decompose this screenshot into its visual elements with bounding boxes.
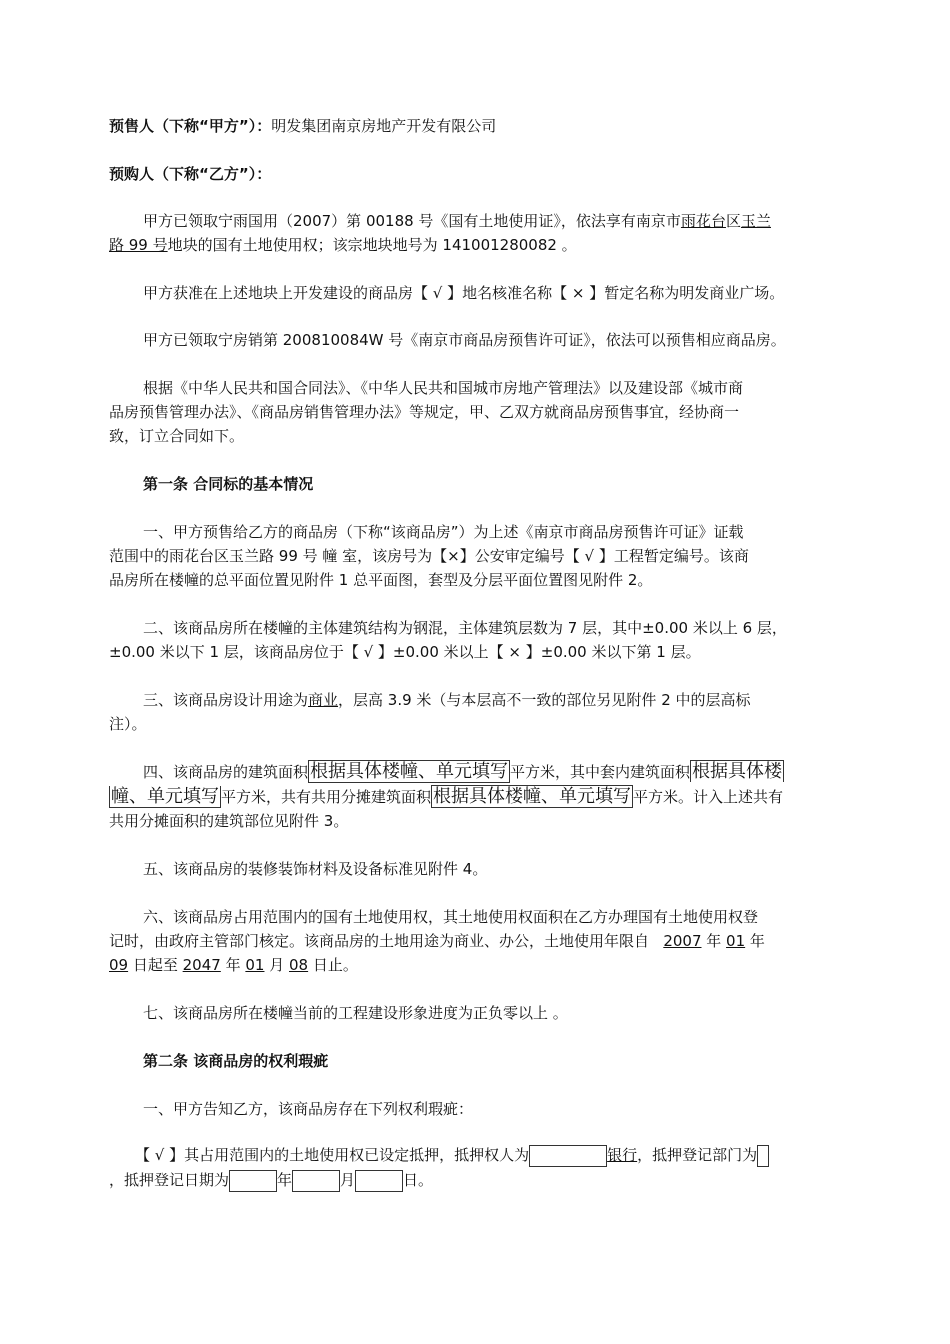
mortgagee-field[interactable] [529,1145,607,1167]
a1-item1-line2: 范围中的雨花台区玉兰路 99 号 幢 室，该房号为【×】公安审定编号【 √ 】工程暂定编号。该商 [109,547,749,565]
building-area-field: 根据具体楼幢、单元填写 [310,761,509,782]
a2-mortgage-line2: ，抵押登记日期为 年 月 日。 [109,1168,839,1192]
article2-title: 第二条 该商品房的权利瑕疵 [143,1052,329,1070]
a1-item1-line1: 一、甲方预售给乙方的商品房（下称“该商品房”）为上述《南京市商品房预售许可证》证载 [143,523,744,541]
a1-item4-line3: 共用分摊面积的建筑部位见附件 3。 [109,812,349,830]
road-value-2: 路 99 号 [109,236,168,254]
inner-area-field-cont: 幢、单元填写 [111,786,219,807]
a1-item6-line1: 六、该商品房占用范围内的国有土地使用权，其土地使用权面积在乙方办理国有土地使用权登 [143,908,759,926]
a2-mortgage-line1: 【 √ 】其占用范围内的土地使用权已设定抵押，抵押权人为 银行，抵押登记部门为 [109,1143,865,1167]
use-value: 商业 [308,691,339,709]
seller-line [109,114,839,138]
a1-item2-line1: 二、该商品房所在楼幢的主体建筑结构为钢混，主体建筑层数为 7 层，其中±0.00 米以上 6 层， [143,619,787,637]
a2-item1: 一、甲方告知乙方，该商品房存在下列权利瑕疵： [143,1100,474,1118]
intro-p1-line1: 甲方已领取宁雨国用（2007）第 00188 号《国有土地使用证》，依法享有南京市雨花台区玉兰 [143,212,771,230]
a1-item4-line1: 四、该商品房的建筑面积 根据具体楼幢、单元填写 平方米，其中套内建筑面积 根据具体楼 [143,761,783,782]
a1-item5: 五、该商品房的装修装饰材料及设备标准见附件 4。 [143,860,488,878]
start-year: 2007 [663,932,702,950]
a1-item2-line2: ±0.00 米以下 1 层，该商品房位于【 √ 】±0.00 米以上【 × 】±0.00 米以下第 1 层。 [109,643,701,661]
reg-day-field[interactable] [355,1170,403,1192]
intro-p1-line2: 路 99 号地块的国有土地使用权；该宗地块地号为 141001280082 。 [109,236,577,254]
end-month: 01 [245,956,265,974]
a1-item4-line2: 幢、单元填写 平方米，共有共用分摊建筑面积 根据具体楼幢、单元填写 平方米。计入上述共有 [111,786,784,807]
district-value: 雨花台 [680,212,726,230]
article1-title: 第一条 合同标的基本情况 [143,475,314,493]
intro-p4-line2: 品房预售管理办法》、《商品房销售管理办法》等规定，甲、乙双方就商品房预售事宜，经协商一 [109,403,740,421]
reg-year-field[interactable] [229,1170,277,1192]
intro-p4-line1: 根据《中华人民共和国合同法》、《中华人民共和国城市房地产管理法》以及建设部《城市商 [143,379,744,397]
a1-item7: 七、该商品房所在楼幢当前的工程建设形象进度为正负零以上 。 [143,1004,568,1022]
reg-month-field[interactable] [292,1170,340,1192]
a1-item3-line2: 注）。 [109,715,147,733]
intro-p2: 甲方获准在上述地块上开发建设的商品房【 √ 】地名核准名称【 × 】暂定名称为明发商业广场。 [143,284,785,302]
end-day: 08 [289,956,309,974]
intro-p3: 甲方已领取宁房销第 200810084W 号《南京市商品房预售许可证》，依法可以预售相应商品房。 [143,331,786,349]
seller-label: 预售人（下称“甲方”）： [109,117,272,135]
end-year: 2047 [182,956,221,974]
start-month: 01 [726,932,746,950]
buyer-line: 预购人（下称“乙方”）： [109,165,272,183]
inner-area-field: 根据具体楼 [692,761,783,782]
bank-label: 银行 [607,1146,638,1164]
a1-item1-line3: 品房所在楼幢的总平面位置见附件 1 总平面图，套型及分层平面位置图见附件 2。 [109,571,653,589]
shared-area-field: 根据具体楼幢、单元填写 [433,786,632,807]
road-value-1: 玉兰 [740,212,771,230]
registration-dept-field[interactable] [757,1145,769,1167]
a1-item3-line1: 三、该商品房设计用途为商业，层高 3.9 米（与本层高不一致的部位另见附件 2 中的层高标 [143,691,751,709]
start-day: 09 [109,956,129,974]
a1-item6-line3: 09 日起至 2047 年 01 月 08 日止。 [109,956,358,974]
seller-name: 明发集团南京房地产开发有限公司 [271,117,497,135]
a1-item6-line2: 记时，由政府主管部门核定。该商品房的土地用途为商业、办公，土地使用年限自 2007 年 01 年 [109,932,765,950]
intro-p4-line3: 致，订立合同如下。 [109,427,245,445]
